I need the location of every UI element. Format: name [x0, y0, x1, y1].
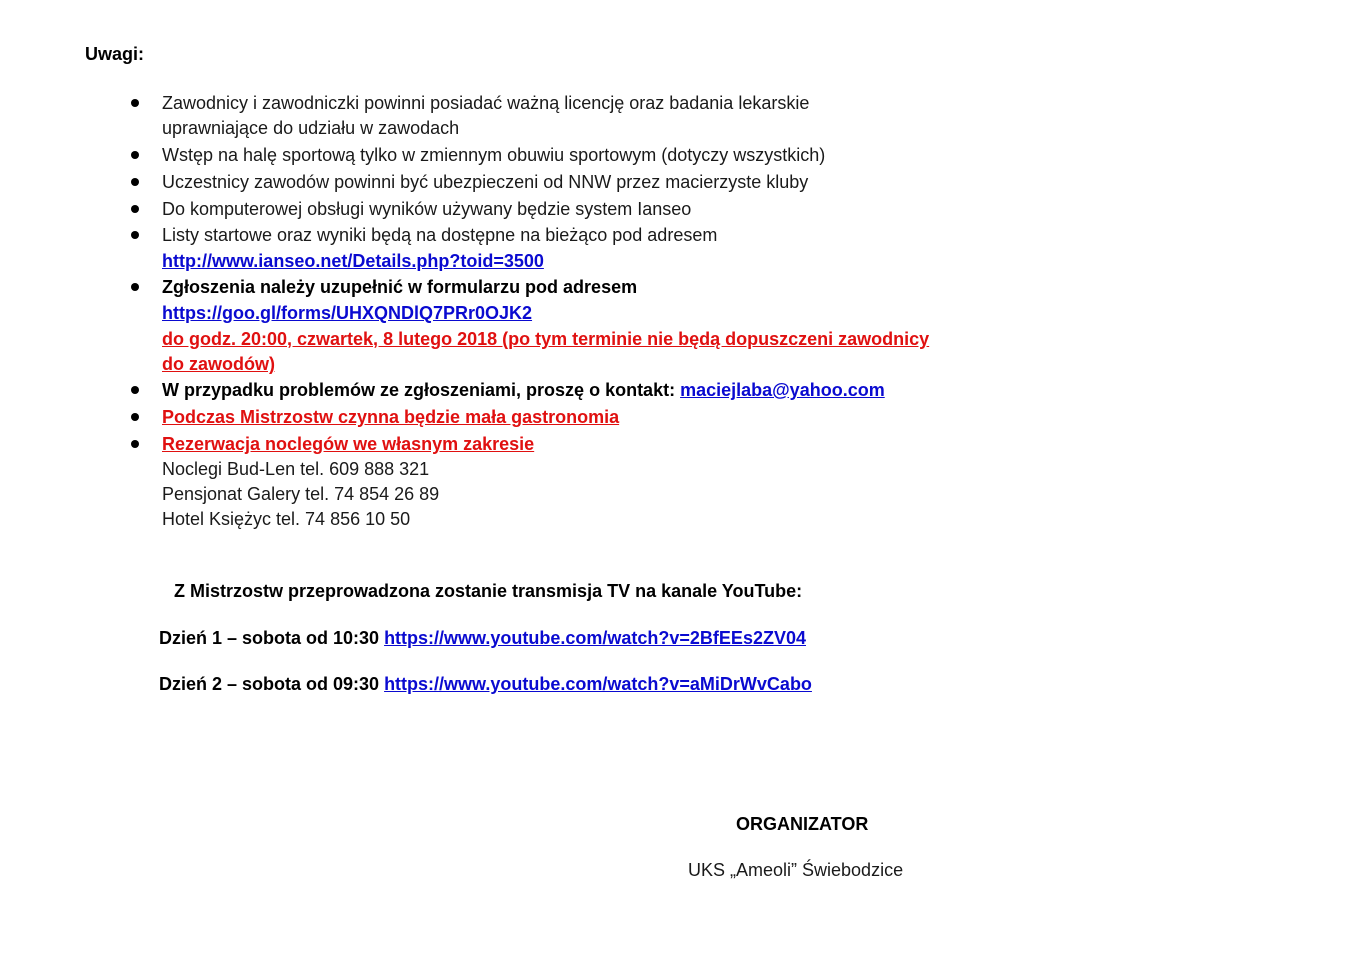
bullet-icon — [131, 231, 139, 239]
registration-deadline-cont: do zawodów) — [162, 354, 275, 374]
organizer-label: ORGANIZATOR — [736, 814, 869, 834]
list-item-insurance: Uczestnicy zawodów powinni być ubezpieczeni od NNW przez macierzyste kluby — [162, 172, 809, 192]
broadcast-day2 — [159, 674, 812, 695]
broadcast-day1 — [159, 628, 806, 649]
bullet-icon — [131, 283, 139, 291]
bullet-icon — [131, 178, 139, 186]
notes-heading: Uwagi: — [85, 44, 145, 64]
hotel-entry: Pensjonat Galery tel. 74 854 26 89 — [162, 484, 440, 504]
list-item-contact — [162, 379, 885, 401]
contact-email-link[interactable]: maciejlaba@yahoo.com — [680, 380, 885, 400]
day1-youtube-link[interactable]: https://www.youtube.com/watch?v=2BfEEs2ZV04 — [384, 628, 806, 648]
bullet-icon — [131, 440, 139, 448]
contact-text: W przypadku problemów ze zgłoszeniami, proszę o kontakt: — [162, 380, 681, 400]
list-item-license-cont: uprawniające do udziału w zawodach — [162, 118, 460, 138]
list-item-catering: Podczas Mistrzostw czynna będzie mała gastronomia — [162, 407, 620, 427]
list-item-results-system: Do komputerowej obsługi wyników używany będzie system Ianseo — [162, 199, 692, 219]
list-item-registration: Zgłoszenia należy uzupełnić w formularzu pod adresem — [162, 277, 638, 297]
bullet-icon — [131, 386, 139, 394]
day2-youtube-link[interactable]: https://www.youtube.com/watch?v=aMiDrWvCabo — [384, 674, 812, 694]
list-item-accommodation: Rezerwacja noclegów we własnym zakresie — [162, 434, 535, 454]
hotel-entry: Noclegi Bud-Len tel. 609 888 321 — [162, 459, 430, 479]
registration-deadline: do godz. 20:00, czwartek, 8 lutego 2018 (po tym terminie nie będą dopuszczeni zawodnicy — [162, 329, 930, 349]
list-item-footwear: Wstęp na halę sportową tylko w zmiennym obuwiu sportowym (dotyczy wszystkich) — [162, 145, 826, 165]
day2-label: Dzień 2 – sobota od 09:30 — [159, 674, 385, 694]
hotel-entry: Hotel Księżyc tel. 74 856 10 50 — [162, 509, 411, 529]
bullet-icon — [131, 205, 139, 213]
day1-label: Dzień 1 – sobota od 10:30 — [159, 628, 385, 648]
ianseo-link[interactable]: http://www.ianseo.net/Details.php?toid=3500 — [162, 251, 544, 271]
broadcast-title: Z Mistrzostw przeprowadzona zostanie transmisja TV na kanale YouTube: — [174, 581, 803, 601]
list-item-start-lists: Listy startowe oraz wyniki będą na dostępne na bieżąco pod adresem — [162, 225, 718, 245]
organizer-name: UKS „Ameoli” Świebodzice — [688, 860, 904, 880]
bullet-icon — [131, 151, 139, 159]
bullet-icon — [131, 413, 139, 421]
bullet-icon — [131, 99, 139, 107]
registration-form-link[interactable]: https://goo.gl/forms/UHXQNDlQ7PRr0OJK2 — [162, 303, 533, 323]
list-item-license: Zawodnicy i zawodniczki powinni posiadać ważną licencję oraz badania lekarskie — [162, 93, 810, 113]
